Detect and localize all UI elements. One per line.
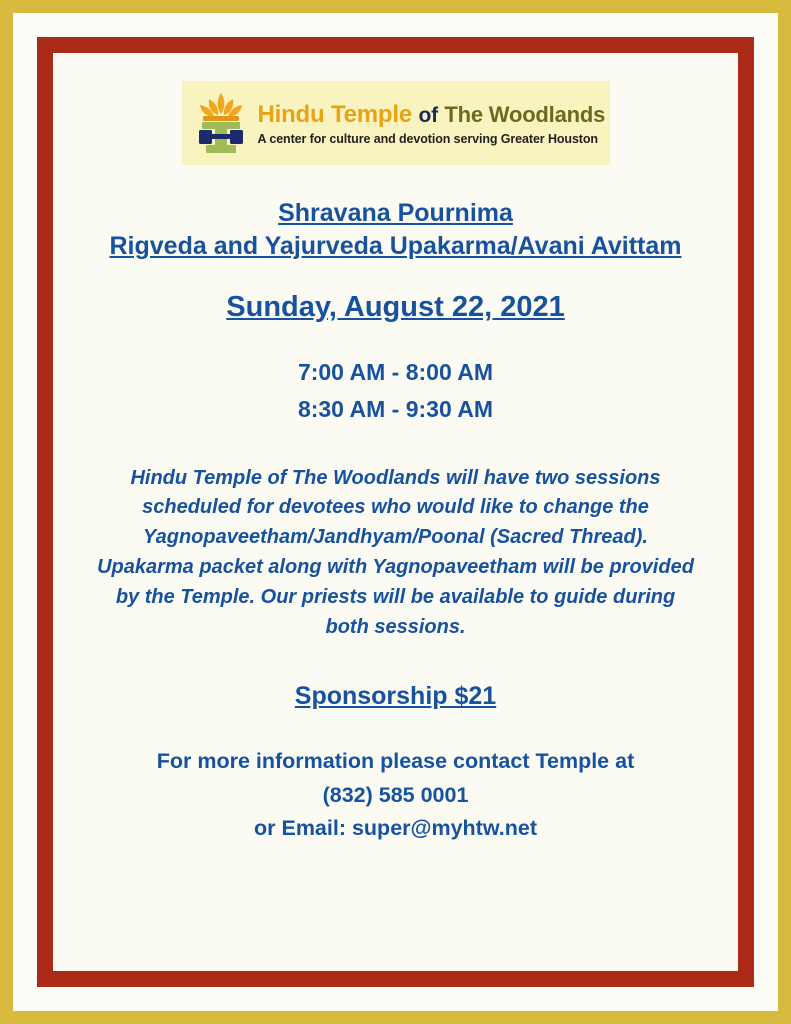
logo-brand-secondary: The Woodlands [444,101,606,127]
session-times [53,354,738,428]
logo-brand-line [257,100,606,128]
logo-wordmark [258,101,606,146]
session-time-2: 8:30 AM - 9:30 AM [297,395,494,422]
logo-container [53,81,738,165]
event-title-line1: Shravana Pournima [278,199,513,227]
sponsorship-amount: Sponsorship $21 [294,682,497,711]
contact-block [53,745,738,845]
outer-white-margin [13,13,778,1011]
logo-tagline: A center for culture and devotion serving Greater Houston [257,131,598,146]
temple-logo [182,81,610,165]
event-description: Hindu Temple of The Woodlands will have two sessions scheduled for devotees who would like to change the Yagnopaveetham/Jandhyam/Poonal (Sacred Thread). Upakarma packet along with Yagnopaveetham will be provided by the Temple. Our priests will be available to guide during both sessions. [97,466,694,638]
event-date: Sunday, August 22, 2021 [226,291,565,323]
session-time-1: 7:00 AM - 8:00 AM [297,359,494,385]
event-title-line2: Rigveda and Yajurveda Upakarma/Avani Avittam [109,232,682,260]
poster-content [53,53,738,971]
contact-phone: (832) 585 0001 [322,782,469,807]
logo-brand-primary: Hindu Temple [257,100,412,128]
logo-brand-connector: of [418,103,438,127]
red-border-frame [37,37,754,987]
contact-email: or Email: super@myhtw.net [254,816,537,840]
temple-lotus-logo-icon [192,90,250,156]
event-heading [53,197,738,263]
contact-intro: For more information please contact Temple at [156,749,635,774]
